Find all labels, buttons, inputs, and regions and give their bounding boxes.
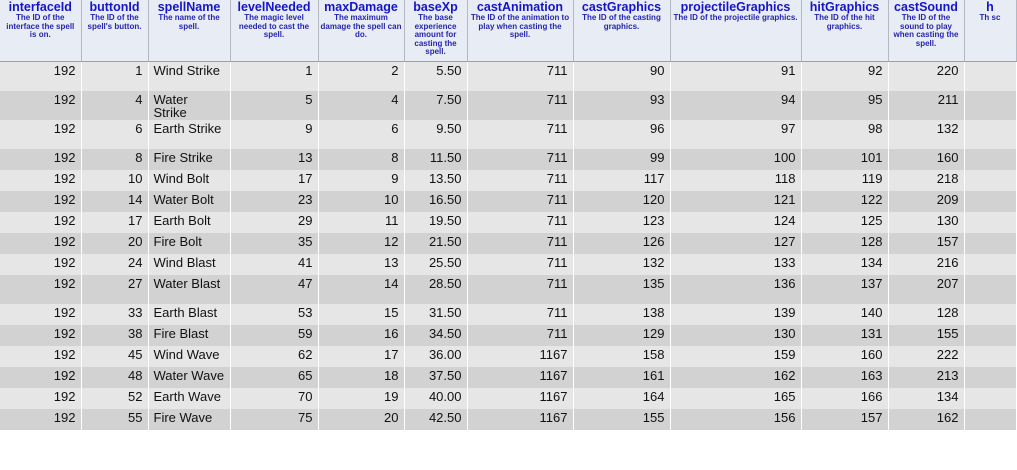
- cell-hitgraphics: 163: [801, 367, 888, 388]
- cell-castanimation: 711: [467, 149, 573, 170]
- cell-projectilegraphics: 130: [670, 325, 801, 346]
- cell-levelneeded: 23: [230, 191, 318, 212]
- cell-maxdamage: 9: [318, 170, 404, 191]
- cell-castgraphics: 132: [573, 254, 670, 275]
- cell-spellname: Water Wave: [148, 367, 230, 388]
- cell-spellname: Water Bolt: [148, 191, 230, 212]
- cell-hitgraphics: 101: [801, 149, 888, 170]
- cell-h: [964, 325, 1016, 346]
- cell-h: [964, 388, 1016, 409]
- cell-projectilegraphics: 133: [670, 254, 801, 275]
- cell-castgraphics: 161: [573, 367, 670, 388]
- cell-castgraphics: 158: [573, 346, 670, 367]
- column-header-basexp[interactable]: [404, 0, 467, 61]
- column-header-description: The magic level needed to cast the spell.: [238, 13, 310, 40]
- table-row[interactable]: [0, 170, 1016, 191]
- cell-levelneeded: 75: [230, 409, 318, 430]
- cell-buttonid: 55: [81, 409, 148, 430]
- cell-basexp: 19.50: [404, 212, 467, 233]
- cell-castgraphics: 155: [573, 409, 670, 430]
- cell-basexp: 36.00: [404, 346, 467, 367]
- column-header-name: projectileGraphics: [680, 0, 791, 14]
- cell-basexp: 5.50: [404, 61, 467, 91]
- cell-interfaceid: 192: [0, 346, 81, 367]
- cell-hitgraphics: 160: [801, 346, 888, 367]
- column-header-description: The base experience amount for casting the spell.: [414, 13, 457, 57]
- cell-castanimation: 711: [467, 254, 573, 275]
- cell-castanimation: 711: [467, 233, 573, 254]
- column-header-name: h: [986, 0, 994, 14]
- cell-castgraphics: 138: [573, 304, 670, 325]
- cell-maxdamage: 17: [318, 346, 404, 367]
- cell-maxdamage: 11: [318, 212, 404, 233]
- cell-projectilegraphics: 100: [670, 149, 801, 170]
- header-row: [0, 0, 1016, 61]
- cell-castanimation: 1167: [467, 388, 573, 409]
- column-header-name: maxDamage: [324, 0, 398, 14]
- table-row[interactable]: [0, 346, 1016, 367]
- cell-projectilegraphics: 91: [670, 61, 801, 91]
- cell-castsound: 134: [888, 388, 964, 409]
- column-header-description: The name of the spell.: [158, 13, 220, 31]
- cell-spellname: Fire Strike: [148, 149, 230, 170]
- cell-projectilegraphics: 159: [670, 346, 801, 367]
- cell-hitgraphics: 122: [801, 191, 888, 212]
- cell-maxdamage: 10: [318, 191, 404, 212]
- cell-castanimation: 711: [467, 304, 573, 325]
- cell-buttonid: 52: [81, 388, 148, 409]
- cell-spellname: Water Strike: [148, 91, 230, 120]
- cell-hitgraphics: 134: [801, 254, 888, 275]
- cell-h: [964, 304, 1016, 325]
- cell-maxdamage: 14: [318, 275, 404, 304]
- cell-h: [964, 346, 1016, 367]
- cell-hitgraphics: 166: [801, 388, 888, 409]
- cell-projectilegraphics: 118: [670, 170, 801, 191]
- cell-levelneeded: 53: [230, 304, 318, 325]
- cell-levelneeded: 70: [230, 388, 318, 409]
- cell-basexp: 11.50: [404, 149, 467, 170]
- cell-projectilegraphics: 124: [670, 212, 801, 233]
- cell-levelneeded: 47: [230, 275, 318, 304]
- cell-interfaceid: 192: [0, 233, 81, 254]
- cell-castgraphics: 164: [573, 388, 670, 409]
- column-header-interfaceid[interactable]: [0, 0, 81, 61]
- column-header-description: The ID of the projectile graphics.: [673, 13, 798, 22]
- cell-castsound: 160: [888, 149, 964, 170]
- column-header-spellname[interactable]: [148, 0, 230, 61]
- table-row[interactable]: [0, 61, 1016, 91]
- cell-buttonid: 33: [81, 304, 148, 325]
- cell-hitgraphics: 95: [801, 91, 888, 120]
- cell-castanimation: 711: [467, 325, 573, 346]
- cell-basexp: 13.50: [404, 170, 467, 191]
- cell-hitgraphics: 125: [801, 212, 888, 233]
- cell-basexp: 16.50: [404, 191, 467, 212]
- column-header-maxdamage[interactable]: [318, 0, 404, 61]
- column-header-description: The ID of the animation to play when casting the spell.: [470, 13, 570, 40]
- table-row[interactable]: [0, 233, 1016, 254]
- cell-h: [964, 254, 1016, 275]
- cell-castanimation: 1167: [467, 367, 573, 388]
- cell-levelneeded: 1: [230, 61, 318, 91]
- column-header-projectilegraphics[interactable]: [670, 0, 801, 61]
- cell-castsound: 213: [888, 367, 964, 388]
- cell-castanimation: 711: [467, 191, 573, 212]
- cell-levelneeded: 29: [230, 212, 318, 233]
- cell-h: [964, 61, 1016, 91]
- cell-spellname: Earth Strike: [148, 120, 230, 149]
- cell-castgraphics: 129: [573, 325, 670, 346]
- table-row[interactable]: [0, 325, 1016, 346]
- cell-h: [964, 233, 1016, 254]
- cell-buttonid: 20: [81, 233, 148, 254]
- cell-spellname: Water Blast: [148, 275, 230, 304]
- cell-spellname: Wind Strike: [148, 61, 230, 91]
- cell-spellname: Wind Blast: [148, 254, 230, 275]
- cell-castanimation: 711: [467, 120, 573, 149]
- table-row[interactable]: [0, 120, 1016, 149]
- cell-levelneeded: 59: [230, 325, 318, 346]
- cell-castsound: 222: [888, 346, 964, 367]
- cell-interfaceid: 192: [0, 388, 81, 409]
- cell-maxdamage: 4: [318, 91, 404, 120]
- cell-buttonid: 10: [81, 170, 148, 191]
- column-header-hitgraphics[interactable]: [801, 0, 888, 61]
- cell-projectilegraphics: 121: [670, 191, 801, 212]
- cell-buttonid: 17: [81, 212, 148, 233]
- cell-buttonid: 24: [81, 254, 148, 275]
- cell-basexp: 7.50: [404, 91, 467, 120]
- table-row[interactable]: [0, 191, 1016, 212]
- cell-castgraphics: 96: [573, 120, 670, 149]
- cell-interfaceid: 192: [0, 170, 81, 191]
- column-header-name: spellName: [157, 0, 221, 14]
- cell-basexp: 37.50: [404, 367, 467, 388]
- cell-basexp: 34.50: [404, 325, 467, 346]
- cell-interfaceid: 192: [0, 61, 81, 91]
- cell-maxdamage: 2: [318, 61, 404, 91]
- cell-buttonid: 48: [81, 367, 148, 388]
- cell-spellname: Earth Wave: [148, 388, 230, 409]
- table-row[interactable]: [0, 388, 1016, 409]
- cell-basexp: 28.50: [404, 275, 467, 304]
- table-row[interactable]: [0, 149, 1016, 170]
- cell-spellname: Fire Wave: [148, 409, 230, 430]
- column-header-buttonid[interactable]: [81, 0, 148, 61]
- cell-spellname: Fire Blast: [148, 325, 230, 346]
- column-header-castanimation[interactable]: [467, 0, 573, 61]
- cell-castsound: 220: [888, 61, 964, 91]
- cell-basexp: 21.50: [404, 233, 467, 254]
- cell-castgraphics: 99: [573, 149, 670, 170]
- cell-castanimation: 711: [467, 275, 573, 304]
- table-row[interactable]: [0, 304, 1016, 325]
- column-header-description: The ID of the casting graphics.: [582, 13, 661, 31]
- column-header-description: The ID of the sound to play when casting the spell.: [893, 13, 959, 48]
- cell-castgraphics: 126: [573, 233, 670, 254]
- cell-interfaceid: 192: [0, 120, 81, 149]
- cell-h: [964, 149, 1016, 170]
- cell-maxdamage: 13: [318, 254, 404, 275]
- cell-levelneeded: 35: [230, 233, 318, 254]
- cell-h: [964, 275, 1016, 304]
- table-row[interactable]: [0, 212, 1016, 233]
- cell-maxdamage: 19: [318, 388, 404, 409]
- cell-castsound: 155: [888, 325, 964, 346]
- cell-projectilegraphics: 97: [670, 120, 801, 149]
- cell-maxdamage: 20: [318, 409, 404, 430]
- cell-buttonid: 1: [81, 61, 148, 91]
- cell-h: [964, 191, 1016, 212]
- cell-hitgraphics: 137: [801, 275, 888, 304]
- cell-hitgraphics: 92: [801, 61, 888, 91]
- cell-h: [964, 367, 1016, 388]
- cell-castgraphics: 123: [573, 212, 670, 233]
- cell-castanimation: 711: [467, 212, 573, 233]
- cell-levelneeded: 62: [230, 346, 318, 367]
- cell-castgraphics: 90: [573, 61, 670, 91]
- cell-hitgraphics: 131: [801, 325, 888, 346]
- column-header-name: interfaceId: [8, 0, 72, 14]
- cell-buttonid: 45: [81, 346, 148, 367]
- cell-h: [964, 91, 1016, 120]
- cell-castsound: 162: [888, 409, 964, 430]
- column-header-name: castGraphics: [581, 0, 662, 14]
- cell-castgraphics: 93: [573, 91, 670, 120]
- cell-castsound: 128: [888, 304, 964, 325]
- cell-castsound: 207: [888, 275, 964, 304]
- cell-buttonid: 4: [81, 91, 148, 120]
- cell-basexp: 31.50: [404, 304, 467, 325]
- cell-projectilegraphics: 94: [670, 91, 801, 120]
- cell-levelneeded: 65: [230, 367, 318, 388]
- cell-interfaceid: 192: [0, 325, 81, 346]
- column-header-description: The maximum damage the spell can do.: [320, 13, 402, 40]
- cell-basexp: 25.50: [404, 254, 467, 275]
- column-header-name: castAnimation: [476, 0, 564, 14]
- cell-levelneeded: 13: [230, 149, 318, 170]
- cell-buttonid: 8: [81, 149, 148, 170]
- cell-h: [964, 170, 1016, 191]
- cell-spellname: Fire Bolt: [148, 233, 230, 254]
- cell-castanimation: 1167: [467, 409, 573, 430]
- column-header-description: Th sc: [979, 13, 1001, 22]
- cell-projectilegraphics: 156: [670, 409, 801, 430]
- cell-castanimation: 1167: [467, 346, 573, 367]
- cell-maxdamage: 6: [318, 120, 404, 149]
- cell-levelneeded: 9: [230, 120, 318, 149]
- cell-castsound: 218: [888, 170, 964, 191]
- table-row[interactable]: [0, 254, 1016, 275]
- cell-interfaceid: 192: [0, 275, 81, 304]
- table-row[interactable]: [0, 409, 1016, 430]
- cell-interfaceid: 192: [0, 409, 81, 430]
- cell-spellname: Wind Bolt: [148, 170, 230, 191]
- cell-levelneeded: 17: [230, 170, 318, 191]
- cell-hitgraphics: 98: [801, 120, 888, 149]
- cell-levelneeded: 5: [230, 91, 318, 120]
- cell-h: [964, 409, 1016, 430]
- cell-buttonid: 27: [81, 275, 148, 304]
- cell-castgraphics: 120: [573, 191, 670, 212]
- cell-interfaceid: 192: [0, 212, 81, 233]
- column-header-castsound[interactable]: [888, 0, 964, 61]
- cell-castsound: 216: [888, 254, 964, 275]
- cell-castanimation: 711: [467, 170, 573, 191]
- column-header-h[interactable]: [964, 0, 1016, 61]
- cell-projectilegraphics: 136: [670, 275, 801, 304]
- column-header-name: castSound: [894, 0, 958, 14]
- cell-interfaceid: 192: [0, 191, 81, 212]
- cell-projectilegraphics: 162: [670, 367, 801, 388]
- cell-h: [964, 212, 1016, 233]
- cell-buttonid: 14: [81, 191, 148, 212]
- cell-hitgraphics: 140: [801, 304, 888, 325]
- cell-interfaceid: 192: [0, 91, 81, 120]
- cell-castsound: 211: [888, 91, 964, 120]
- cell-castanimation: 711: [467, 91, 573, 120]
- cell-projectilegraphics: 139: [670, 304, 801, 325]
- cell-castgraphics: 135: [573, 275, 670, 304]
- cell-basexp: 9.50: [404, 120, 467, 149]
- cell-maxdamage: 15: [318, 304, 404, 325]
- column-header-name: levelNeeded: [237, 0, 311, 14]
- column-header-description: The ID of the interface the spell is on.: [6, 13, 75, 40]
- cell-castsound: 157: [888, 233, 964, 254]
- column-header-name: baseXp: [413, 0, 458, 14]
- cell-castsound: 132: [888, 120, 964, 149]
- cell-interfaceid: 192: [0, 304, 81, 325]
- column-header-description: The ID of the spell's button.: [87, 13, 142, 31]
- cell-maxdamage: 8: [318, 149, 404, 170]
- cell-projectilegraphics: 165: [670, 388, 801, 409]
- cell-buttonid: 6: [81, 120, 148, 149]
- cell-maxdamage: 16: [318, 325, 404, 346]
- cell-hitgraphics: 157: [801, 409, 888, 430]
- table-row[interactable]: [0, 367, 1016, 388]
- cell-castgraphics: 117: [573, 170, 670, 191]
- column-header-name: buttonId: [89, 0, 140, 14]
- column-header-description: The ID of the hit graphics.: [814, 13, 875, 31]
- cell-buttonid: 38: [81, 325, 148, 346]
- table-row[interactable]: [0, 275, 1016, 304]
- cell-spellname: Wind Wave: [148, 346, 230, 367]
- cell-castanimation: 711: [467, 61, 573, 91]
- table-body: [0, 61, 1016, 430]
- cell-maxdamage: 18: [318, 367, 404, 388]
- column-header-castgraphics[interactable]: [573, 0, 670, 61]
- column-header-levelneeded[interactable]: [230, 0, 318, 61]
- cell-levelneeded: 41: [230, 254, 318, 275]
- cell-spellname: Earth Bolt: [148, 212, 230, 233]
- table-row[interactable]: [0, 91, 1016, 120]
- cell-interfaceid: 192: [0, 367, 81, 388]
- cell-interfaceid: 192: [0, 254, 81, 275]
- cell-castsound: 209: [888, 191, 964, 212]
- cell-basexp: 40.00: [404, 388, 467, 409]
- cell-spellname: Earth Blast: [148, 304, 230, 325]
- column-header-name: hitGraphics: [809, 0, 880, 14]
- cell-hitgraphics: 128: [801, 233, 888, 254]
- cell-hitgraphics: 119: [801, 170, 888, 191]
- cell-h: [964, 120, 1016, 149]
- cell-interfaceid: 192: [0, 149, 81, 170]
- cell-projectilegraphics: 127: [670, 233, 801, 254]
- cell-maxdamage: 12: [318, 233, 404, 254]
- cell-basexp: 42.50: [404, 409, 467, 430]
- cell-castsound: 130: [888, 212, 964, 233]
